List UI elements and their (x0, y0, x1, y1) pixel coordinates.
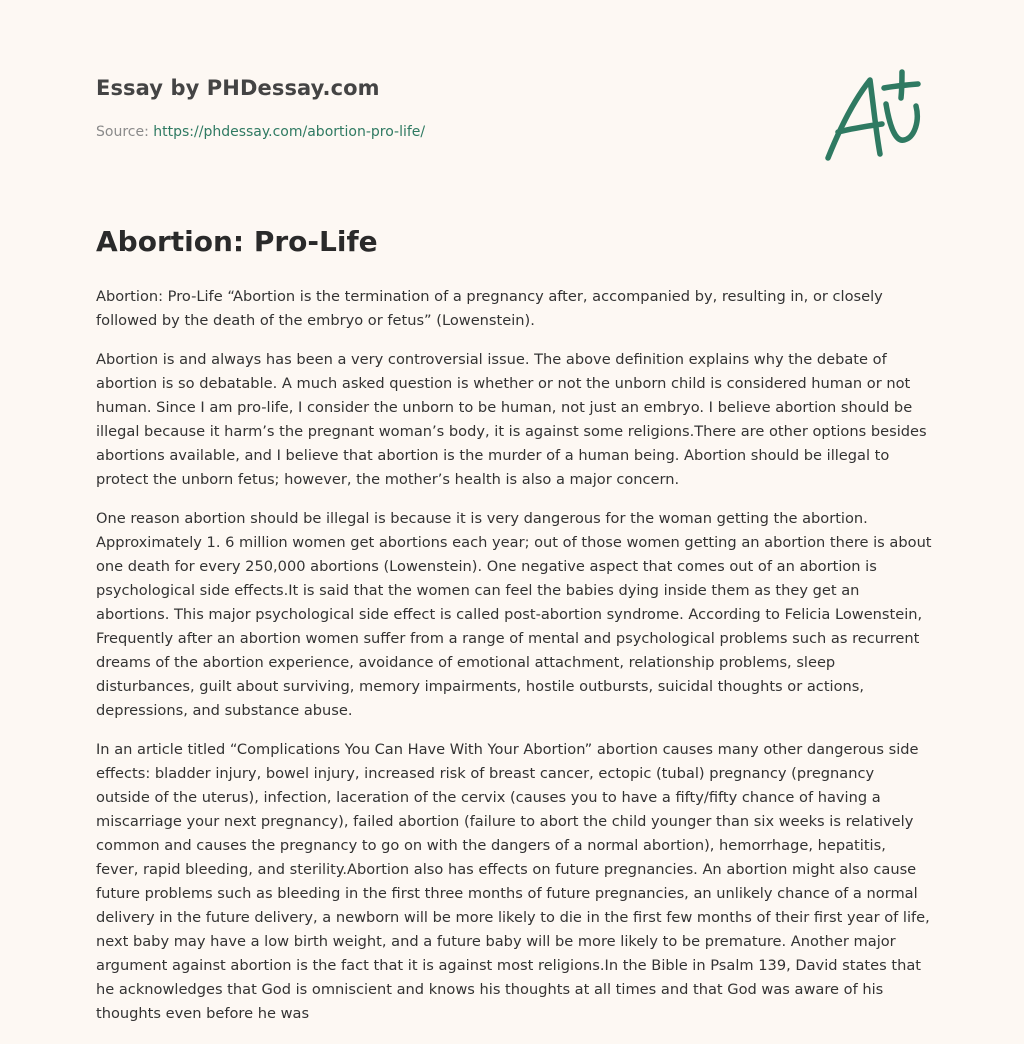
essay-body (96, 285, 932, 1041)
source-line (96, 124, 425, 140)
essay-paragraph: In an article titled “Complications You Can Have With Your Abortion” abortion causes many other dangerous side effects: bladder injury, bowel injury, increased risk of breast cancer, ectopic (tubal) pregnancy (pregnancy outside of the uterus), infection, laceration of the cervix (causes you to have a fifty/fifty chance of having a miscarriage your next pregnancy), failed abortion (failure to abort the child younger than six weeks is relatively common and causes the pregnancy to go on with the dangers of a normal abortion), hemorrhage, hepatitis, fever, rapid bleeding, and sterility.Abortion also has effects on future pregnancies. An abortion might also cause future problems such as bleeding in the first three months of future pregnancies, an unlikely chance of a normal delivery in the future delivery, a newborn will be more likely to die in the first few months of their first year of life, next baby may have a low birth weight, and a future baby will be more likely to be premature. Another major argument against abortion is the fact that it is against most religions.In the Bible in Psalm 139, David states that he acknowledges that God is omniscient and knows his thoughts at all times and that God was aware of his thoughts even before he was (96, 741, 930, 1022)
a-plus-logo-icon (820, 66, 932, 166)
essay-paragraph: One reason abortion should be illegal is because it is very dangerous for the woman getting the abortion. Approximately 1. 6 million women get abortions each year; out of those women getting an abortion there is about one death for every 250,000 abortions (Lowenstein). One negative aspect that comes out of an abortion is psychological side effects.It is said that the women can feel the babies dying inside them as they get an abortions. This major psychological side effect is called post-abortion syndrome. According to Felicia Lowenstein, Frequently after an abortion women suffer from a range of mental and psychological problems such as recurrent dreams of the abortion experience, avoidance of emotional attachment, relationship problems, sleep disturbances, guilt about surviving, memory impairments, hostile outbursts, suicidal thoughts or actions, depressions, and substance abuse. (96, 510, 932, 719)
essay-paragraph: Abortion is and always has been a very controversial issue. The above definition explains why the debate of abortion is so debatable. A much asked question is whether or not the unborn child is considered human or not human. Since I am pro-life, I consider the unborn to be human, not just an embryo. I believe abortion should be illegal because it harm’s the pregnant woman’s body, it is against some religions.There are other options besides abortions available, and I believe that abortion is the murder of a human being. Abortion should be illegal to protect the unborn fetus; however, the mother’s health is also a major concern. (96, 351, 927, 488)
essay-paragraph: Abortion: Pro-Life “Abortion is the termination of a pregnancy after, accompanied by, resulting in, or closely followed by the death of the embryo or fetus” (Lowenstein). (96, 288, 883, 329)
source-link[interactable]: https://phdessay.com/abortion-pro-life/ (153, 124, 426, 140)
essay-title: Abortion: Pro-Life (96, 225, 378, 258)
site-brand: Essay by PHDessay.com (96, 76, 380, 100)
source-label: Source: (96, 124, 154, 140)
